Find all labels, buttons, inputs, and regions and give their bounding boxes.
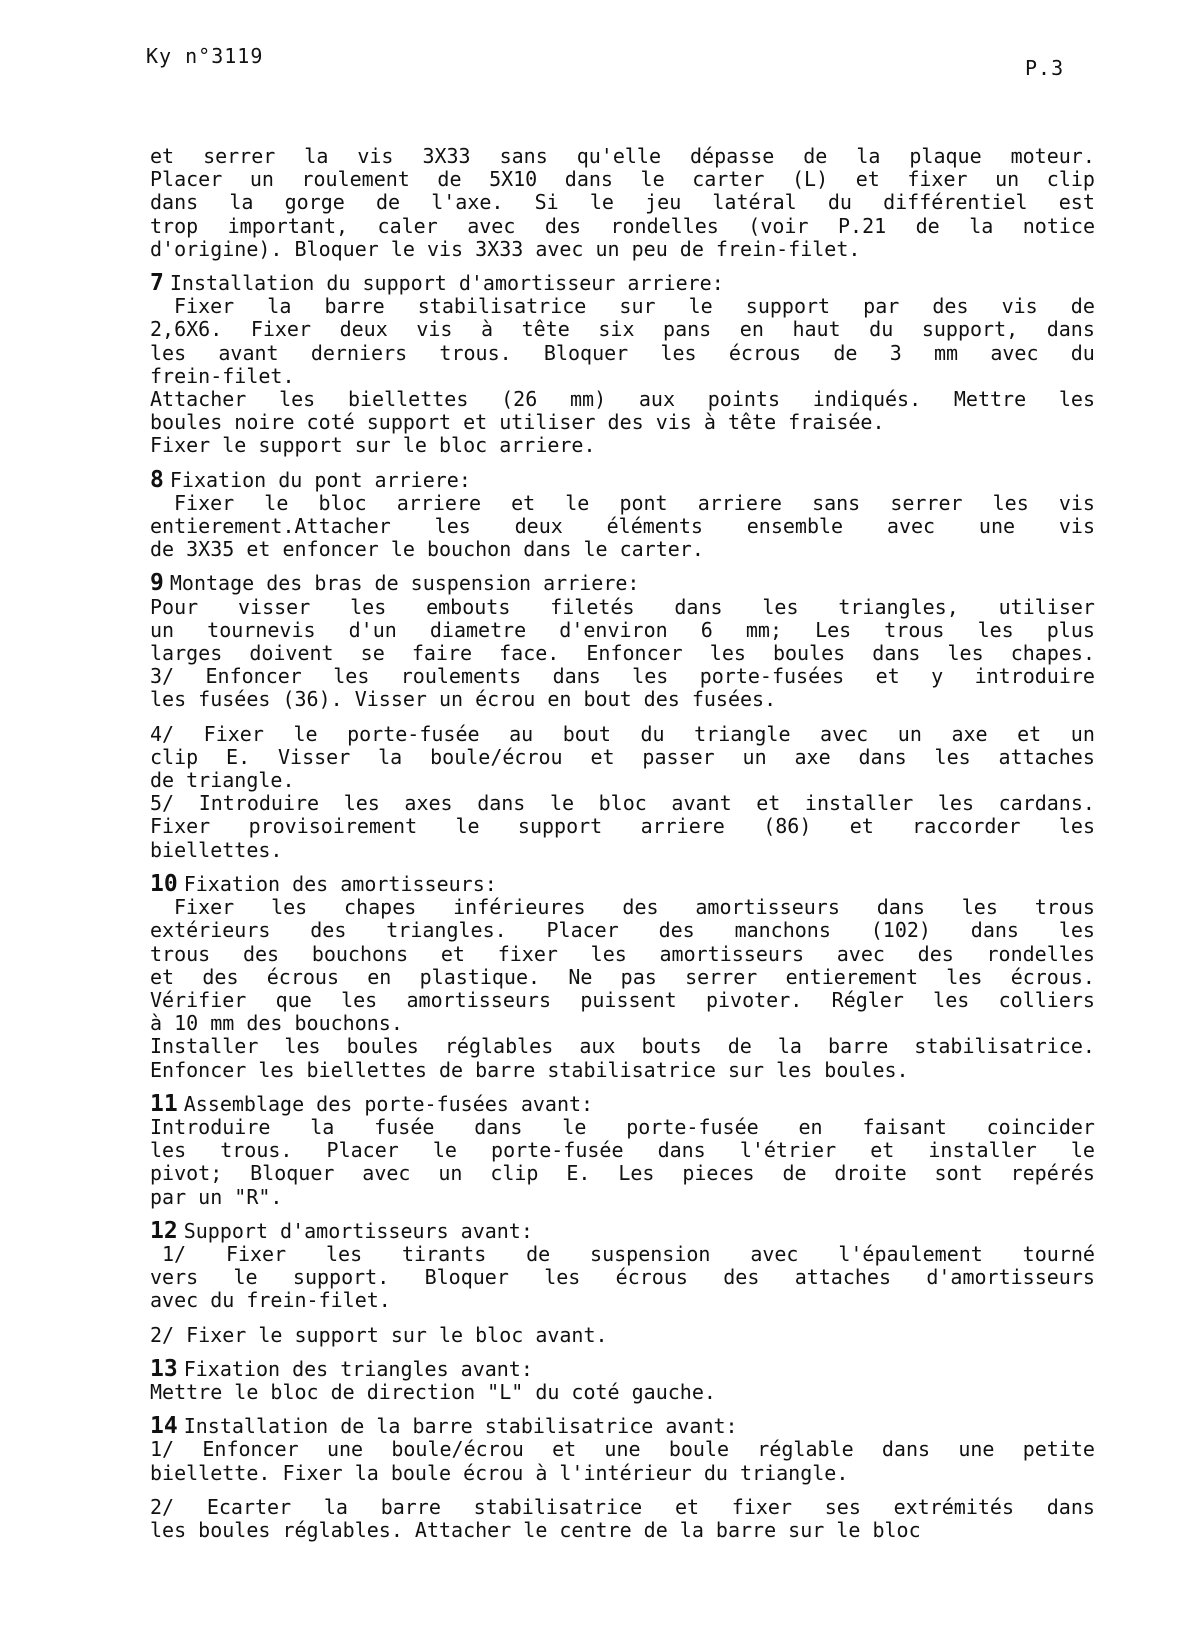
- section-title: Fixation du pont arriere:: [169, 467, 471, 492]
- text-line: Placer un roulement de 5X10 dans le carter (L) et fixer un clip: [150, 167, 1095, 192]
- text-line: biellette. Fixer la boule écrou à l'intérieur du triangle.: [150, 1460, 849, 1485]
- section-title: Installation de la barre stabilisatrice avant:: [183, 1414, 738, 1439]
- section-heading: [150, 466, 1095, 493]
- section-title: Installation du support d'amortisseur arriere:: [169, 271, 724, 296]
- text-line: par un "R".: [150, 1184, 283, 1209]
- text-line: biellettes.: [150, 837, 283, 862]
- section-title: Assemblage des porte-fusées avant:: [183, 1091, 594, 1116]
- section-13: [150, 1355, 1095, 1404]
- text-line: Fixer la barre stabilisatrice sur le support par des vis de: [174, 294, 1095, 319]
- text-line: à 10 mm des bouchons.: [150, 1011, 403, 1036]
- text-line: Fixer le bloc arriere et le pont arriere sans serrer les vis: [174, 490, 1095, 515]
- section-number: 12: [150, 1217, 178, 1244]
- section-heading: [150, 1415, 1095, 1438]
- text-line: Fixer provisoirement le support arriere (86) et raccorder les: [150, 814, 1095, 839]
- text-line: de 3X35 et enfoncer le bouchon dans le carter.: [150, 537, 704, 562]
- section-number: 13: [150, 1355, 178, 1382]
- text-line: 2,6X6. Fixer deux vis à tête six pans en haut du support, dans: [150, 317, 1095, 342]
- text-line: Fixer le support sur le bloc arriere.: [150, 433, 596, 458]
- document-body: [150, 145, 1095, 1553]
- section-number: 11: [150, 1090, 178, 1117]
- section-14: [150, 1415, 1095, 1485]
- text-line: Vérifier que les amortisseurs puissent pivoter. Régler les colliers: [150, 987, 1095, 1012]
- section-number: 14: [150, 1413, 178, 1440]
- section-heading: [150, 1090, 1095, 1117]
- section-7: [150, 272, 1095, 458]
- text-line: trous des bouchons et fixer les amortisseurs avec des rondelles: [150, 941, 1095, 966]
- text-line: extérieurs des triangles. Placer des manchons (102) dans les: [150, 918, 1095, 943]
- text-line: entierement.Attacher les deux éléments ensemble avec une vis: [150, 514, 1095, 539]
- section-number: 9: [150, 570, 164, 597]
- section-heading: [150, 1217, 1095, 1244]
- text-line: pivot; Bloquer avec un clip E. Les pieces de droite sont repérés: [150, 1161, 1095, 1186]
- text-line: les fusées (36). Visser un écrou en bout des fusées.: [150, 687, 777, 712]
- text-line: les trous. Placer le porte-fusée dans l'étrier et installer le: [150, 1138, 1095, 1163]
- text-line: avec du frein-filet.: [150, 1288, 391, 1313]
- section-title: Fixation des triangles avant:: [183, 1356, 533, 1381]
- section-8: [150, 466, 1095, 562]
- section-heading: [150, 1355, 1095, 1382]
- text-line: boules noire coté support et utiliser des vis à tête fraisée.: [150, 410, 885, 435]
- section-title: Support d'amortisseurs avant:: [183, 1218, 533, 1243]
- text-line: dans la gorge de l'axe. Si le jeu latéral du différentiel est: [150, 190, 1095, 215]
- text-line: Enfoncer les biellettes de barre stabilisatrice sur les boules.: [150, 1057, 909, 1082]
- text-line: Pour visser les embouts filetés dans les triangles, utiliser: [150, 594, 1095, 619]
- section-title: Fixation des amortisseurs:: [183, 871, 497, 896]
- text-line: Attacher les biellettes (26 mm) aux points indiqués. Mettre les: [150, 387, 1095, 412]
- text-line: 1/ Enfoncer une boule/écrou et une boule réglable dans une petite: [150, 1437, 1095, 1462]
- text-line: larges doivent se faire face. Enfoncer les boules dans les chapes.: [150, 641, 1095, 666]
- paragraph: [150, 1496, 1095, 1542]
- text-line: et serrer la vis 3X33 sans qu'elle dépasse de la plaque moteur.: [150, 144, 1095, 168]
- section-11: [150, 1090, 1095, 1209]
- text-line: de triangle.: [150, 768, 295, 793]
- section-heading: [150, 572, 1095, 595]
- text-line: les boules réglables. Attacher le centre de la barre sur le bloc: [150, 1517, 921, 1542]
- section-number: 10: [150, 870, 178, 897]
- section-number: 7: [150, 270, 164, 297]
- text-line: vers le support. Bloquer les écrous des attaches d'amortisseurs: [150, 1265, 1095, 1290]
- text-line: 4/ Fixer le porte-fusée au bout du triangle avec un axe et un: [150, 721, 1095, 746]
- text-line: 2/ Ecarter la barre stabilisatrice et fixer ses extrémités dans: [150, 1494, 1095, 1519]
- text-line: 5/ Introduire les axes dans le bloc avant et installer les cardans.: [150, 791, 1095, 816]
- text-line: 3/ Enfoncer les roulements dans les porte-fusées et y introduire: [150, 664, 1095, 689]
- text-line: Introduire la fusée dans le porte-fusée en faisant coincider: [150, 1114, 1095, 1139]
- text-line: les avant derniers trous. Bloquer les écrous de 3 mm avec du: [150, 340, 1095, 365]
- section-heading: [150, 272, 1095, 295]
- text-line: d'origine). Bloquer le vis 3X33 avec un peu de frein-filet.: [150, 236, 861, 261]
- section-heading: [150, 870, 1095, 897]
- text-line: frein-filet.: [150, 363, 295, 388]
- paragraph: [150, 723, 1095, 862]
- text-line: et des écrous en plastique. Ne pas serrer entierement les écrous.: [150, 964, 1095, 989]
- section-9: [150, 572, 1095, 711]
- document-reference: Ky n°3119: [146, 44, 264, 68]
- text-line: 1/ Fixer les tirants de suspension avec l'épaulement tourné: [162, 1241, 1095, 1266]
- section-title: Montage des bras de suspension arriere:: [169, 571, 640, 596]
- text-line: Fixer les chapes inférieures des amortisseurs dans les trous: [174, 895, 1095, 920]
- page-number: P.3: [1025, 56, 1065, 80]
- paragraph: [150, 145, 1095, 261]
- text-line: trop important, caler avec des rondelles (voir P.21 de la notice: [150, 213, 1095, 238]
- text-line: 2/ Fixer le support sur le bloc avant.: [150, 1322, 608, 1347]
- section-12: [150, 1217, 1095, 1313]
- text-line: Mettre le bloc de direction "L" du coté gauche.: [150, 1379, 716, 1404]
- text-line: Installer les boules réglables aux bouts de la barre stabilisatrice.: [150, 1034, 1095, 1059]
- section-number: 8: [150, 466, 164, 493]
- paragraph: [150, 1324, 1095, 1347]
- text-line: un tournevis d'un diametre d'environ 6 mm; Les trous les plus: [150, 617, 1095, 642]
- section-10: [150, 870, 1095, 1082]
- text-line: clip E. Visser la boule/écrou et passer un axe dans les attaches: [150, 744, 1095, 769]
